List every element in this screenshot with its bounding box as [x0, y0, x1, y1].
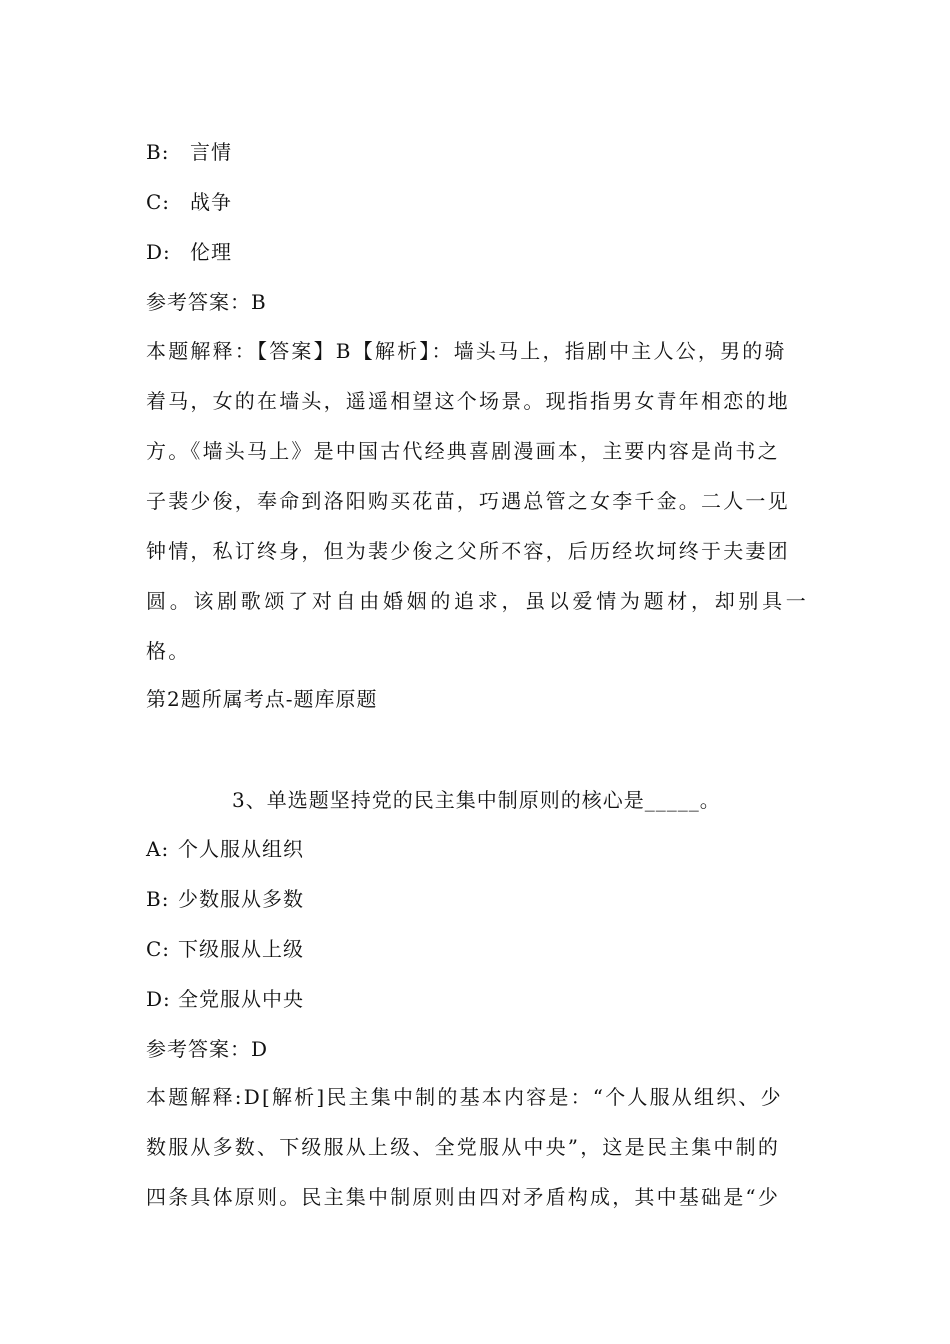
- option-letter: B:: [146, 140, 170, 164]
- explanation-line: 着马，女的在墙头，遥遥相望这个场景。现指指男女青年相恋的地: [146, 389, 790, 413]
- explanation-line: 数服从多数、下级服从上级、全党服从中央”，这是民主集中制的: [146, 1135, 781, 1159]
- explanation-line: 子裴少俊，奉命到洛阳购买花苗，巧遇总管之女李千金。二人一见: [146, 489, 790, 513]
- option-letter: B:: [146, 887, 170, 911]
- explanation-line: 本题解释:D[解析]民主集中制的基本内容是：“个人服从组织、少: [146, 1085, 783, 1109]
- option-d: [146, 238, 232, 266]
- option-letter: D:: [146, 987, 171, 1011]
- option-d: [146, 985, 304, 1013]
- option-text: 言情: [190, 140, 232, 164]
- explanation-line: 圆。该剧歌颂了对自由婚姻的追求，虽以爱情为题材，却别具一格。: [146, 589, 808, 663]
- explanation-line: 钟情，私订终身，但为裴少俊之父所不容，后历经坎坷终于夫妻团: [146, 539, 790, 563]
- exam-point: 第2题所属考点-题库原题: [146, 687, 378, 711]
- option-c: [146, 188, 232, 216]
- option-a: [146, 835, 304, 863]
- option-letter: C:: [146, 190, 171, 214]
- reference-answer: 参考答案：D: [146, 1037, 269, 1061]
- option-text: 伦理: [190, 240, 232, 264]
- option-text: 少数服从多数: [178, 887, 304, 911]
- explanation-paragraph: [146, 326, 808, 676]
- option-b: [146, 885, 304, 913]
- explanation-line: 四条具体原则。民主集中制原则由四对矛盾构成，其中基础是“少: [146, 1185, 781, 1209]
- option-text: 全党服从中央: [178, 987, 304, 1011]
- option-c: [146, 935, 304, 963]
- option-text: 战争: [190, 190, 232, 214]
- option-letter: A:: [146, 837, 170, 861]
- option-text: 个人服从组织: [178, 837, 304, 861]
- reference-answer: 参考答案：B: [146, 290, 267, 314]
- option-text: 下级服从上级: [178, 937, 304, 961]
- explanation-paragraph: [146, 1072, 808, 1222]
- option-b: [146, 138, 232, 166]
- explanation-line: 方。《墙头马上》是中国古代经典喜剧漫画本，主要内容是尚书之: [146, 439, 780, 463]
- explanation-line: 本题解释：【答案】B【解析】：墙头马上，指剧中主人公，男的骑: [146, 339, 787, 363]
- question-title: 3、单选题坚持党的民主集中制原则的核心是_____。: [232, 788, 721, 812]
- option-letter: D:: [146, 240, 171, 264]
- option-letter: C:: [146, 937, 171, 961]
